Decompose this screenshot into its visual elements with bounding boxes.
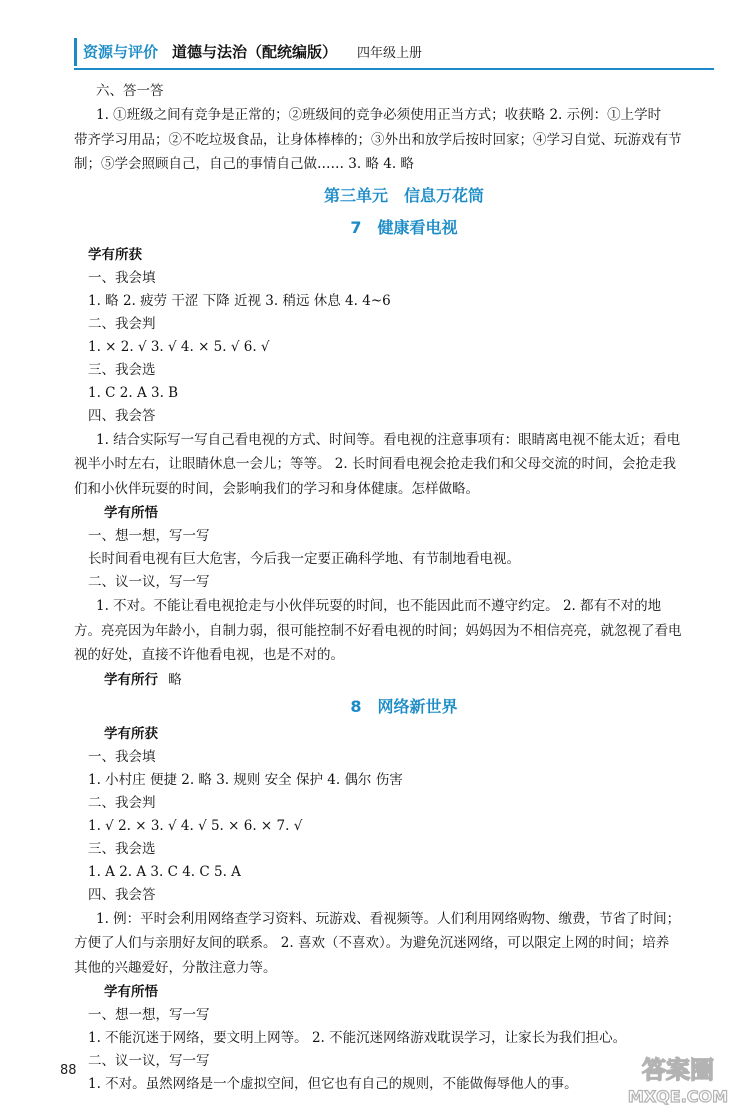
answer-paragraph bbox=[74, 428, 712, 502]
answer-line: 1. 不能沉迷于网络，要文明上网等。 2. 不能沉迷网络游戏耽误学习，让家长为我们担心。 bbox=[88, 1030, 627, 1046]
page-content bbox=[74, 80, 712, 1096]
unit-title: 第三单元 信息万花筒 bbox=[323, 185, 484, 205]
answer-text: 略 bbox=[168, 671, 182, 688]
subsection-heading: 学有所获 bbox=[104, 725, 158, 742]
answer-line: 1. 不对。虽然网络是一个虚拟空间，但它也有自己的规则，不能做侮辱他人的事。 bbox=[88, 1076, 578, 1092]
text-line: 带齐学习用品；②不吃垃圾食品，让身体棒棒的；③外出和放学后按时回家；④学习自觉、玩游戏有节 bbox=[74, 131, 682, 148]
header-brand: 资源与评价 bbox=[83, 43, 159, 61]
text-line: 们和小伙伴玩耍的时间，会影响我们的学习和身体健康。怎样做略。 bbox=[74, 480, 479, 497]
answer-line: 1. A 2. A 3. C 4. C 5. A bbox=[88, 863, 241, 880]
header-rule bbox=[74, 68, 714, 70]
section-title: 二、议一议，写一写 bbox=[88, 1053, 210, 1069]
section-title: 二、我会判 bbox=[88, 794, 156, 811]
text-line: 1. 结合实际写一写自己看电视的方式、时间等。看电视的注意事项有：眼睛离电视不能太近；看电 bbox=[96, 431, 681, 448]
text-line: 1. 不对。不能让看电视抢走与小伙伴玩耍的时间，也不能因此而不遵守约定。 2. 都有不对的地 bbox=[96, 598, 662, 614]
text-line: 1. 例：平时会利用网络查学习资料、玩游戏、看视频等。人们利用网络购物、缴费，节省了时间； bbox=[96, 910, 681, 927]
answer-line: 长时间看电视有巨大危害，今后我一定要正确科学地、有节制地看电视。 bbox=[88, 551, 520, 567]
section-title: 六、答一答 bbox=[96, 83, 164, 99]
subsection-heading: 学有所获 bbox=[88, 246, 142, 263]
section-title: 三、我会选 bbox=[88, 840, 156, 857]
subsection-heading: 学有所行 bbox=[104, 671, 158, 688]
page-number: 88 bbox=[60, 1063, 77, 1078]
practice-line bbox=[96, 668, 712, 692]
subsection-heading: 学有所悟 bbox=[104, 984, 158, 1000]
section-title: 一、想一想，写一写 bbox=[88, 1007, 210, 1023]
answer-line: 1. × 2. √ 3. √ 4. × 5. √ 6. √ bbox=[88, 338, 270, 355]
text-line: 方便了人们与亲朋好友间的联系。 2. 喜欢（不喜欢）。为避免沉迷网络，可以限定上网的时间；培养 bbox=[74, 935, 670, 951]
text-line: 其他的兴趣爱好，分散注意力等。 bbox=[74, 959, 277, 976]
section-title: 三、我会选 bbox=[88, 361, 156, 378]
watermark-logo-text: 答案圈 bbox=[642, 1056, 714, 1084]
answer-line: 1. √ 2. × 3. √ 4. √ 5. × 6. × 7. √ bbox=[88, 817, 303, 834]
lesson-title: 7 健康看电视 bbox=[350, 217, 458, 237]
text-line: 方。亮亮因为年龄小，自制力弱，很可能控制不好看电视的时间；妈妈因为不相信亮亮，就忽视了看电 bbox=[74, 622, 682, 639]
text-line: 制；⑤学会照顾自己，自己的事情自己做…… 3. 略 4. 略 bbox=[74, 156, 414, 172]
section-title: 四、我会答 bbox=[88, 407, 156, 424]
header-grade: 四年级上册 bbox=[357, 46, 423, 61]
answer-line: 1. 小村庄 便捷 2. 略 3. 规则 安全 保护 4. 偶尔 伤害 bbox=[88, 771, 403, 788]
answer-paragraph bbox=[74, 103, 712, 177]
section-title: 一、我会填 bbox=[88, 269, 156, 286]
section-title: 二、我会判 bbox=[88, 315, 156, 332]
section-title: 一、想一想，写一写 bbox=[88, 528, 210, 544]
section-title: 四、我会答 bbox=[88, 886, 156, 903]
site-watermark bbox=[618, 1048, 738, 1108]
section-title: 二、议一议，写一写 bbox=[88, 574, 210, 590]
answer-line: 1. C 2. A 3. B bbox=[88, 384, 179, 401]
subsection-heading: 学有所悟 bbox=[104, 505, 158, 521]
answer-paragraph bbox=[74, 907, 712, 981]
text-line: 视半小时左右，让眼睛休息一会儿；等等。 2. 长时间看电视会抢走我们和父母交流的时间，会抢走我 bbox=[74, 456, 676, 472]
text-line: 视的好处，直接不许他看电视，也是不对的。 bbox=[74, 647, 344, 663]
header-subject: 道德与法治（配统编版） bbox=[172, 43, 338, 61]
header-tab bbox=[74, 38, 422, 66]
running-header bbox=[74, 38, 714, 70]
watermark-url-text: MXQE.COM bbox=[627, 1087, 729, 1106]
answer-line: 1. 略 2. 疲劳 干涩 下降 近视 3. 稍远 休息 4. 4~6 bbox=[88, 292, 391, 309]
answer-paragraph bbox=[74, 594, 712, 668]
section-title: 一、我会填 bbox=[88, 748, 156, 765]
lesson-title: 8 网络新世界 bbox=[350, 696, 458, 716]
text-line: 1. ①班级之间有竞争是正常的；②班级间的竞争必须使用正当方式；收获略 2. 示例：①上学时 bbox=[96, 107, 662, 123]
